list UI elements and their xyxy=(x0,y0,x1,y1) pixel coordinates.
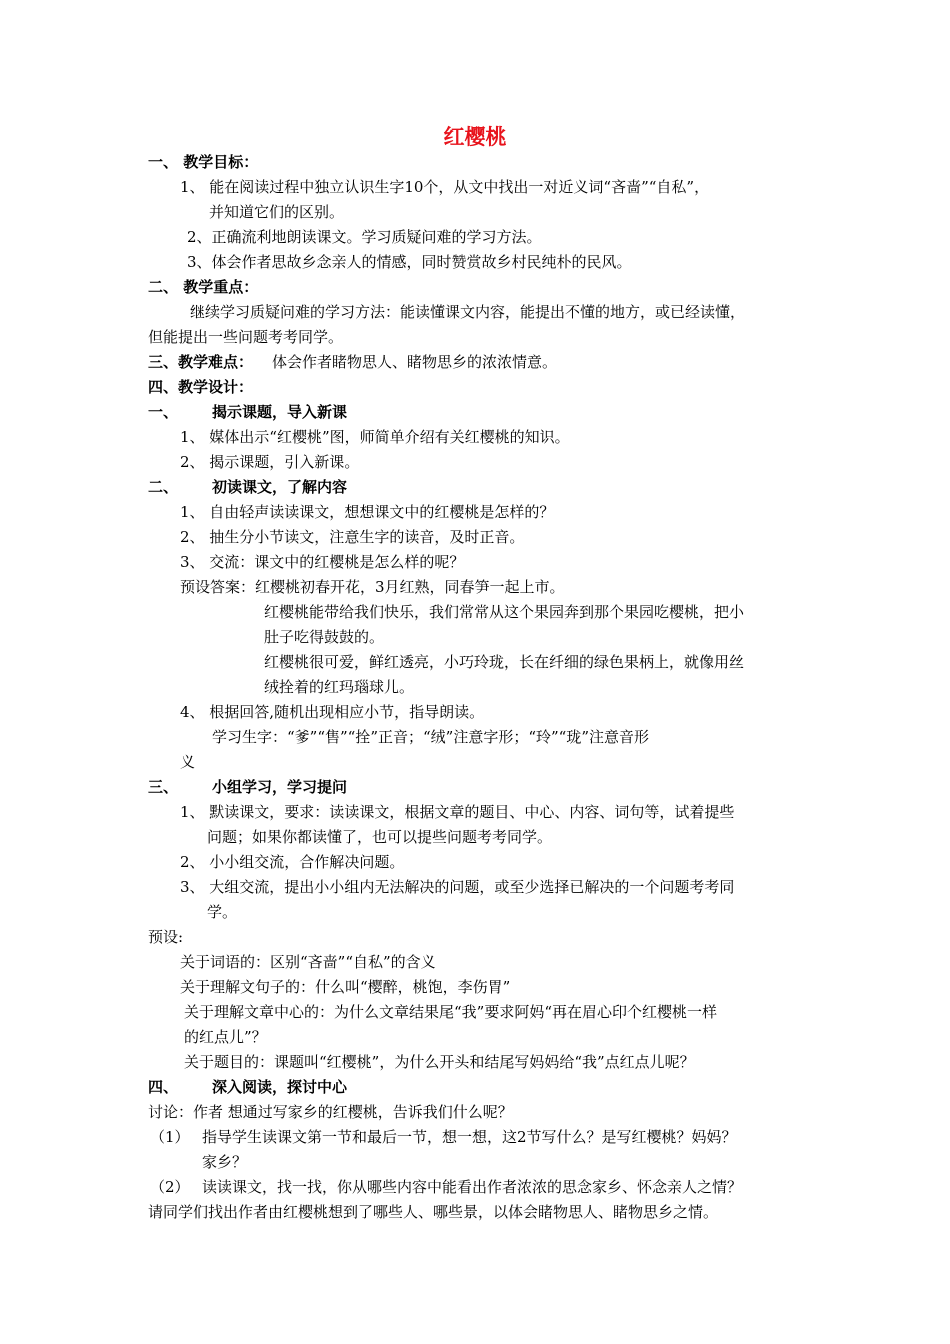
step4-item-2: 读读课文，找一找，你从哪些内容中能看出作者浓浓的思念家乡、怀念亲人之情？ xyxy=(202,1178,743,1196)
step-heading-1: 揭示课题，导入新课 xyxy=(212,403,348,421)
new-characters: 学习生字：“爹”“售”“拴”正音；“绒”注意字形；“玲”“珑”注意音形 xyxy=(212,728,650,746)
step3-item-3: 3、 大组交流，提出小小组内无法解决的问题，或至少选择已解决的一个问题考考同 xyxy=(180,878,735,896)
step4-item-2-number: （2） xyxy=(150,1178,190,1196)
step4-item-1-cont: 家乡？ xyxy=(202,1153,248,1171)
step-number-3: 三、 xyxy=(148,778,179,796)
preset-answer-1: 预设答案：红樱桃初春开花，3月红熟，同春笋一起上市。 xyxy=(180,578,565,596)
step-heading-3: 小组学习，学习提问 xyxy=(212,778,348,796)
section-heading-objectives: 一、 教学目标： xyxy=(148,153,259,171)
objective-item-1: 1、 能在阅读过程中独立认识生字10个，从文中找出一对近义词“吝啬”“自私”， xyxy=(180,178,710,196)
step2-item-2: 2、 抽生分小节读文，注意生字的读音，及时正音。 xyxy=(180,528,525,546)
preset-label: 预设: xyxy=(148,928,184,946)
preset-answer-2: 红樱桃能带给我们快乐，我们常常从这个果园奔到那个果园吃樱桃，把小 xyxy=(264,603,745,621)
step1-item-1: 1、 媒体出示“红樱桃”图，师简单介绍有关红樱桃的知识。 xyxy=(180,428,570,446)
preset-answer-2-cont: 肚子吃得鼓鼓的。 xyxy=(264,628,385,646)
step2-item-4: 4、 根据回答,随机出现相应小节，指导朗读。 xyxy=(180,703,485,721)
preset-question-3-cont: 的红点儿”？ xyxy=(184,1028,267,1046)
preset-answer-3-cont: 绒拴着的红玛瑙球儿。 xyxy=(264,678,415,696)
step3-item-1-cont: 问题；如果你都读懂了，也可以提些问题考考同学。 xyxy=(207,828,553,846)
section-heading-focus: 二、 教学重点： xyxy=(148,278,259,296)
preset-question-2: 关于理解文句子的：什么叫“樱醉，桃饱，李伤胃” xyxy=(180,978,511,996)
step-number-1: 一、 xyxy=(148,403,179,421)
step1-item-2: 2、 揭示课题，引入新课。 xyxy=(180,453,360,471)
step4-item-1-number: （1） xyxy=(150,1128,190,1146)
preset-question-3: 关于理解文章中心的：为什么文章结果尾“我”要求阿妈“再在眉心印个红樱桃一样 xyxy=(184,1003,718,1021)
step2-item-1: 1、 自由轻声读读课文，想想课文中的红樱桃是怎样的？ xyxy=(180,503,555,521)
step4-item-1: 指导学生读课文第一节和最后一节，想一想，这2节写什么？是写红樱桃？妈妈？ xyxy=(202,1128,737,1146)
step-heading-4: 深入阅读，探讨中心 xyxy=(212,1078,348,1096)
focus-text: 继续学习质疑问难的学习方法：能读懂课文内容，能提出不懂的地方，或已经读懂， xyxy=(190,303,746,321)
step3-item-2: 2、 小小组交流，合作解决问题。 xyxy=(180,853,405,871)
step3-item-3-cont: 学。 xyxy=(207,903,238,921)
difficulty-text: 体会作者睹物思人、睹物思乡的浓浓情意。 xyxy=(272,353,558,371)
preset-question-1: 关于词语的：区别“吝啬”“自私”的含义 xyxy=(180,953,436,971)
step4-item-2-cont: 请同学们找出作者由红樱桃想到了哪些人、哪些景，以体会睹物思人、睹物思乡之情。 xyxy=(148,1203,719,1221)
objective-item-1-cont: 并知道它们的区别。 xyxy=(209,203,345,221)
new-characters-cont: 义 xyxy=(180,753,196,771)
discussion-prompt: 讨论：作者 想通过写家乡的红樱桃，告诉我们什么呢？ xyxy=(148,1103,513,1121)
section-heading-design: 四、教学设计： xyxy=(148,378,254,396)
step3-item-1: 1、 默读课文，要求：读读课文，根据文章的题目、中心、内容、词句等，试着提些 xyxy=(180,803,735,821)
section-heading-difficulty: 三、教学难点： xyxy=(148,353,254,371)
step-number-2: 二、 xyxy=(148,478,179,496)
preset-question-4: 关于题目的：课题叫“红樱桃”，为什么开头和结尾写妈妈给“我”点红点儿呢？ xyxy=(184,1053,695,1071)
focus-text-cont: 但能提出一些问题考考同学。 xyxy=(148,328,344,346)
preset-answer-3: 红樱桃很可爱，鲜红透亮，小巧玲珑，长在纤细的绿色果柄上，就像用丝 xyxy=(264,653,745,671)
objective-item-2: 2、正确流利地朗读课文。学习质疑问难的学习方法。 xyxy=(187,228,542,246)
step-heading-2: 初读课文，了解内容 xyxy=(212,478,348,496)
objective-item-3: 3、体会作者思故乡念亲人的情感，同时赞赏故乡村民纯朴的民风。 xyxy=(187,253,632,271)
page-title: 红樱桃 xyxy=(443,124,507,149)
step2-item-3: 3、 交流：课文中的红樱桃是怎么样的呢？ xyxy=(180,553,465,571)
step-number-4: 四、 xyxy=(148,1078,179,1096)
